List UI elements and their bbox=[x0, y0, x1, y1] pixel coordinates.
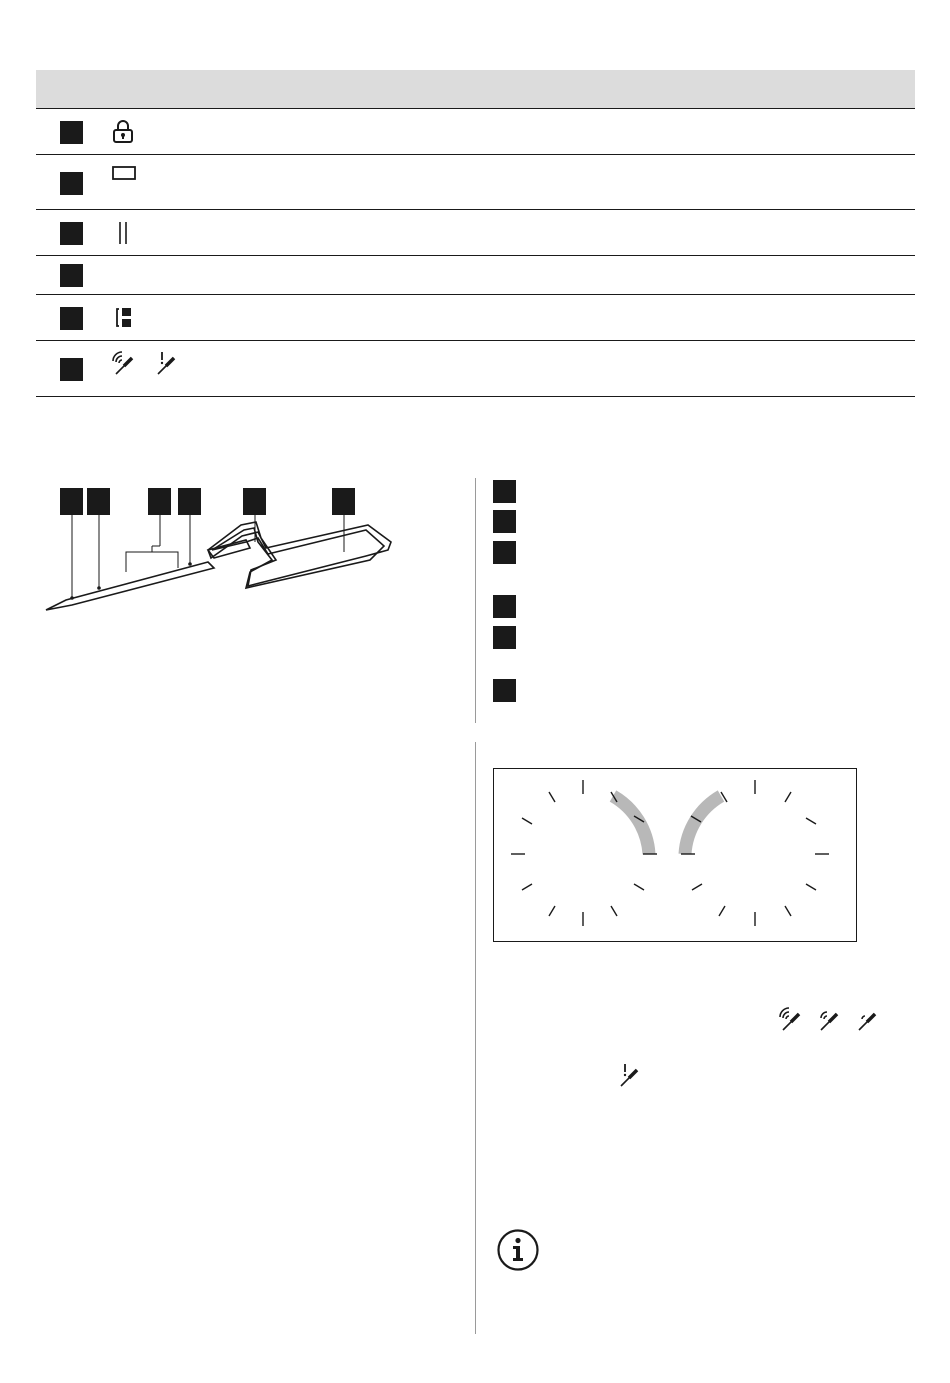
callout-marker-2 bbox=[87, 488, 110, 515]
table-header bbox=[36, 70, 915, 109]
legend-marker-2 bbox=[493, 510, 516, 533]
callout-marker-1 bbox=[60, 488, 83, 515]
probe-signal-strong-icon bbox=[776, 1006, 806, 1034]
row-number-marker bbox=[60, 172, 83, 195]
column-divider bbox=[475, 742, 476, 1334]
probe-diagram bbox=[36, 480, 406, 620]
row-number-marker bbox=[60, 358, 83, 381]
row-number-marker bbox=[60, 222, 83, 245]
legend-marker-1 bbox=[493, 480, 516, 503]
row-number-marker bbox=[60, 307, 83, 330]
probe-signal-weak-icon bbox=[852, 1006, 882, 1034]
callout-marker-6 bbox=[332, 488, 355, 515]
double-bar-icon bbox=[110, 220, 136, 246]
lock-icon bbox=[110, 119, 136, 145]
probe-signal-icon bbox=[110, 350, 138, 378]
probe-error-icon bbox=[152, 350, 180, 378]
info-icon bbox=[496, 1228, 540, 1272]
sensor-battery-icon bbox=[110, 305, 136, 331]
row-number-marker bbox=[60, 121, 83, 144]
callout-marker-4 bbox=[178, 488, 201, 515]
column-divider bbox=[475, 478, 476, 723]
table-row bbox=[36, 109, 915, 155]
table-row bbox=[36, 155, 915, 210]
callout-marker-5 bbox=[243, 488, 266, 515]
row-number-marker bbox=[60, 264, 83, 287]
legend-marker-5 bbox=[493, 626, 516, 649]
symbol-table bbox=[36, 70, 915, 397]
probe-signal-medium-icon bbox=[814, 1006, 844, 1034]
display-panel bbox=[493, 768, 858, 944]
legend-marker-4 bbox=[493, 595, 516, 618]
table-row bbox=[36, 256, 915, 295]
table-row bbox=[36, 210, 915, 256]
table-row bbox=[36, 341, 915, 397]
table-row bbox=[36, 295, 915, 341]
rectangle-icon bbox=[110, 164, 140, 182]
legend-marker-6 bbox=[493, 679, 516, 702]
probe-error-icon bbox=[614, 1062, 644, 1090]
callout-marker-3 bbox=[148, 488, 171, 515]
legend-marker-3 bbox=[493, 541, 516, 564]
